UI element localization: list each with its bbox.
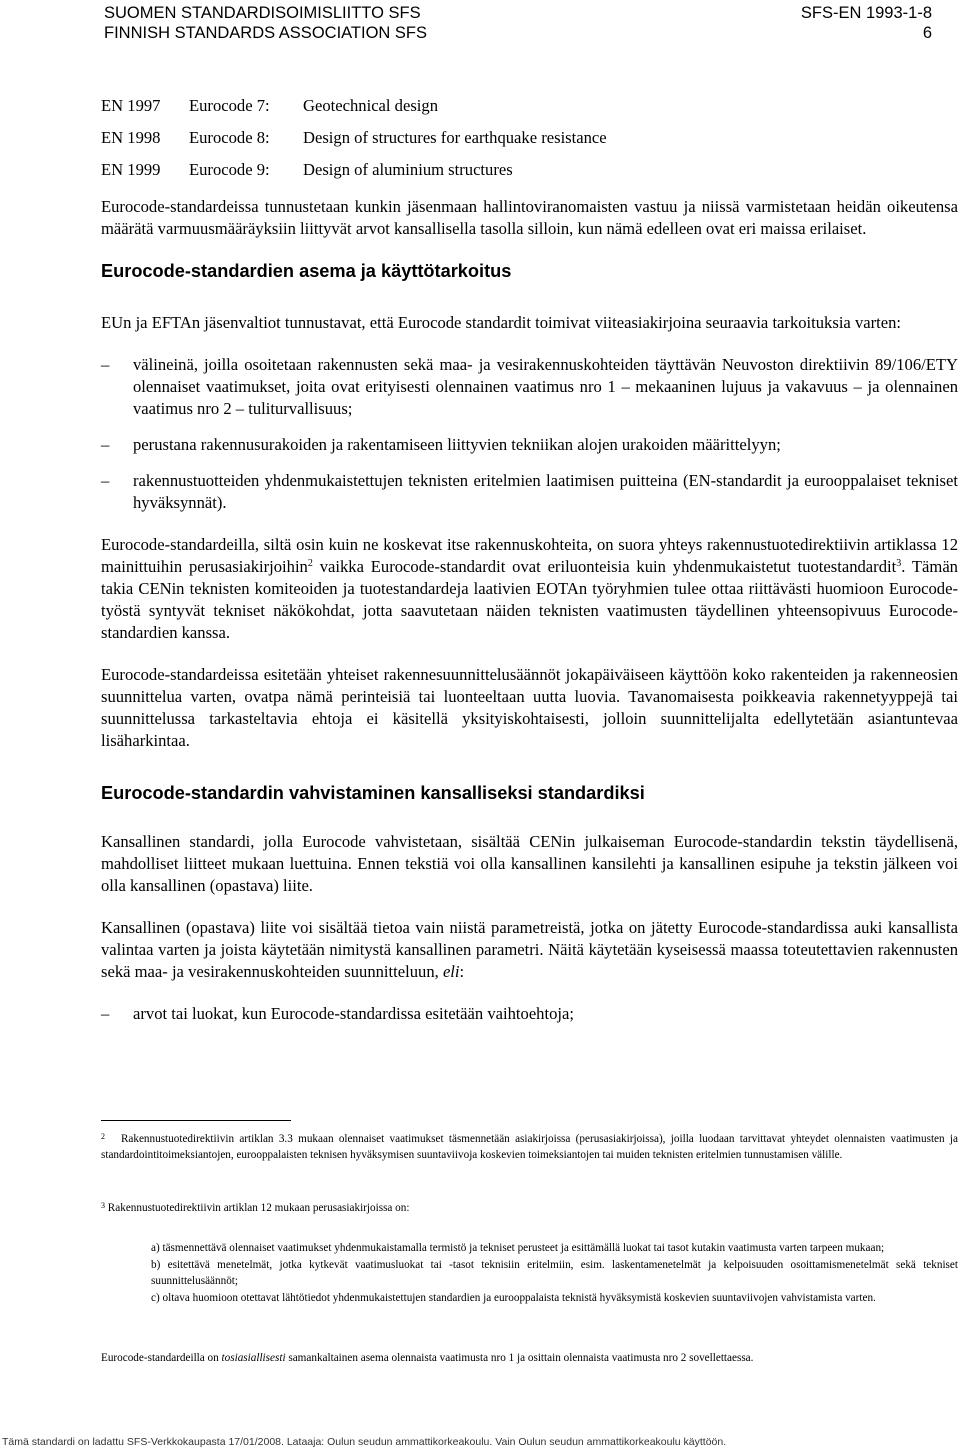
list-item-text: perustana rakennusurakoiden ja rakentamiseen liittyvien tekniikan alojen urakoiden määrittelyyn; — [133, 435, 781, 454]
footnote-text: Rakennustuotedirektiivin artiklan 12 mukaan perusasiakirjoissa on: — [107, 1202, 410, 1214]
list-item-text: välineinä, joilla osoitetaan rakennusten sekä maa- ja vesirakennuskohteiden täyttävän Neuvoston direktiivin 89/106/ETY olennaiset vaatimukset, joita ovat erityisesti olennainen vaatimus nro 1 – mekaaninen lujuus ja vakavuus – ja olennainen vaatimus nro 2 – tuliturvallisuus; — [133, 355, 958, 418]
list-item-text: rakennustuotteiden yhdenmukaistettujen teknisten eritelmien laatimisen puitteina (EN-standardit ja eurooppalaiset tekniset hyväksynnät). — [133, 471, 958, 512]
eurocode-row — [101, 159, 958, 191]
list-item — [101, 354, 958, 420]
header-doc-id: SFS-EN 1993-1-8 — [800, 4, 932, 22]
intro-paragraph: Eurocode-standardeissa tunnustetaan kunkin jäsenmaan hallintoviranomaisten vastuu ja niissä varmistetaan heidän oikeutensa määrätä varmuusmääräyksiin liittyvät arvot kansallisella tasolla silloin, kun nämä edelleen ovat eri maissa erilaiset. — [101, 197, 958, 238]
dash-bullet: – — [101, 1004, 110, 1023]
footnote-3-items — [151, 1240, 958, 1306]
list-item — [101, 1003, 958, 1025]
national-standard-paragraph: Kansallinen standardi, jolla Eurocode vahvistetaan, sisältää CENin julkaiseman Eurocode-standardin tekstin täydellisenä, mahdolliset liitteet mukaan luettuina. Ennen tekstiä voi olla kansallinen kansilehti ja kansallinen esipuhe ja tekstin jälkeen voi olla kansallinen (opastava) liite. — [101, 832, 958, 895]
eurocode-code: EN 1997 — [101, 96, 161, 115]
footnote-3-closing — [101, 1350, 958, 1366]
header-page-number: 6 — [922, 24, 932, 42]
list-item-text: arvot tai luokat, kun Eurocode-standardissa esitetään vaihtoehtoja; — [133, 1004, 574, 1023]
paragraph-text: : — [459, 962, 465, 981]
dash-bullet: – — [101, 471, 110, 490]
paragraph-text: vaikka Eurocode-standardit ovat eriluonteisia kuin yhdenmukaistetut tuotestandardit — [312, 557, 897, 576]
eurocode-code: EN 1998 — [101, 128, 161, 147]
eurocode-list — [101, 95, 958, 191]
download-notice: Tämä standardi on ladattu SFS-Verkkokaupasta 17/01/2008. Lataaja: Oulun seudun ammattikorkeakoulu. Vain Oulun seudun ammattikorkeakoulu käyttöön. — [2, 1436, 727, 1448]
emphasis-text: eli — [442, 962, 460, 981]
list-item — [101, 470, 958, 514]
footnote-text: Eurocode-standardeilla on — [101, 1352, 222, 1364]
section-heading-status: Eurocode-standardien asema ja käyttötarkoitus — [101, 261, 512, 281]
footnote-item: a) täsmennettävä olennaiset vaatimukset yhdenmukaistamalla termistö ja tekniset perusteet ja esittämällä luokat tai tasot kutakin vaatimusta varten tarpeen mukaan; — [151, 1242, 885, 1254]
footnote-text: Rakennustuotedirektiivin artiklan 3.3 mukaan olennaiset vaatimukset täsmennetään asiakirjoissa (perusasiakirjoissa), joilla luodaan tarvittavat yhteydet olennaisten vaatimusten ja standardointitoimeksiantojen, eurooppalaisten teknisen hyväksymisen suuntaviivoja koskevien toimeksiantojen tai muiden teknisten eritelmien tunnustamisen välille. — [101, 1133, 958, 1161]
header-org-finnish: SUOMEN STANDARDISOIMISLIITTO SFS — [104, 4, 421, 22]
paragraph-text: . Tämän takia CENin teknisten komiteoiden ja tuotestandardeja laativien EOTAn työryhmien tulee ottaa riittävästi huomioon Eurocode-työstä syntyvät tekniset näkökohdat, jotta saavutetaan näiden teknisten vaatimusten täydellinen yhteensopivuus Eurocode-standardien kanssa. — [101, 557, 958, 642]
footnote-item: c) oltava huomioon otettavat lähtötiedot yhdenmukaistettujen standardien ja eurooppalaista teknistä hyväksymistä koskevien suuntaviivojen vahvistamista varten. — [151, 1291, 876, 1304]
footnote-ref-3[interactable]: 3 — [896, 558, 902, 569]
eurocode-name: Eurocode 9: — [189, 160, 270, 179]
page-header-right — [801, 3, 932, 43]
list-item — [101, 434, 958, 456]
header-org-english: FINNISH STANDARDS ASSOCIATION SFS — [104, 24, 428, 42]
footnote-text: samankaltainen asema olennaista vaatimusta nro 1 ja osittain olennaista vaatimusta nro 2 sovellettaessa. — [285, 1352, 754, 1364]
page-body — [101, 95, 958, 1025]
section1-lead-paragraph: EUn ja EFTAn jäsenvaltiot tunnustavat, että Eurocode standardit toimivat viiteasiakirjoina seuraavia tarkoituksia varten: — [101, 313, 902, 332]
relation-paragraph — [101, 534, 958, 644]
purpose-list — [101, 354, 958, 514]
eurocode-code: EN 1999 — [101, 160, 161, 179]
eurocode-title: Design of aluminium structures — [303, 160, 513, 179]
design-rules-paragraph: Eurocode-standardeissa esitetään yhteiset rakennesuunnittelusäännöt jokapäiväiseen käyttöön koko rakenteiden ja rakenneosien suunnittelua varten, ovatpa nämä perinteisiä tai luonteeltaan uutta luovia. Tavanomaisesta poikkeavia rakennetyyppejä tai suunnittelussa tarkasteltavia ehtoja ei käsitellä yksityiskohtaisesti, jolloin suunnittelijalta edellytetään asiantuntevaa lisäharkintaa. — [101, 665, 958, 750]
footnote-3 — [101, 1200, 958, 1216]
dash-bullet: – — [101, 355, 110, 374]
eurocode-row — [101, 127, 958, 159]
paragraph-text: Kansallinen (opastava) liite voi sisältää tietoa vain niistä parametreistä, jotka on jätetty Eurocode-standardissa auki kansallista valintaa varten ja joista käytetään nimitystä kansallinen parametri. Näitä käytetään kyseisessä maassa toteutettavien rakennusten sekä maa- ja vesirakennuskohteiden suunnitteluun, — [101, 918, 958, 981]
footnote-number: 3 — [101, 1201, 105, 1210]
footnote-2 — [101, 1131, 958, 1163]
eurocode-title: Design of structures for earthquake resistance — [303, 128, 607, 147]
footnote-item: b) esitettävä menetelmät, jotka kytkevät vaatimusluokat tai -tasot teknisiin eritelmiin, esim. laskentamenetelmät ja kelpoisuuden osoittamismenetelmät sekä tekniset suunnittelusäännöt; — [151, 1258, 958, 1287]
eurocode-row — [101, 95, 958, 127]
footnote-ref-2[interactable]: 2 — [307, 558, 313, 569]
footnote-separator — [101, 1120, 291, 1121]
paragraph-text: Eurocode-standardeilla, siltä osin kuin ne koskevat itse rakennuskohteita, on suora yhteys rakennustuotedirektiivin artiklassa 12 mainittuihin perusasiakirjoihin — [101, 535, 958, 576]
emphasis-text: tosiasiallisesti — [221, 1352, 286, 1364]
section-heading-national: Eurocode-standardin vahvistaminen kansalliseksi standardiksi — [101, 783, 645, 803]
eurocode-name: Eurocode 7: — [189, 96, 270, 115]
footnote-number: 2 — [101, 1132, 105, 1141]
eurocode-name: Eurocode 8: — [189, 128, 270, 147]
dash-bullet: – — [101, 435, 110, 454]
page-header-left — [104, 3, 427, 43]
national-parameter-list — [101, 1003, 958, 1025]
national-annex-paragraph — [101, 917, 958, 983]
eurocode-title: Geotechnical design — [303, 96, 439, 115]
